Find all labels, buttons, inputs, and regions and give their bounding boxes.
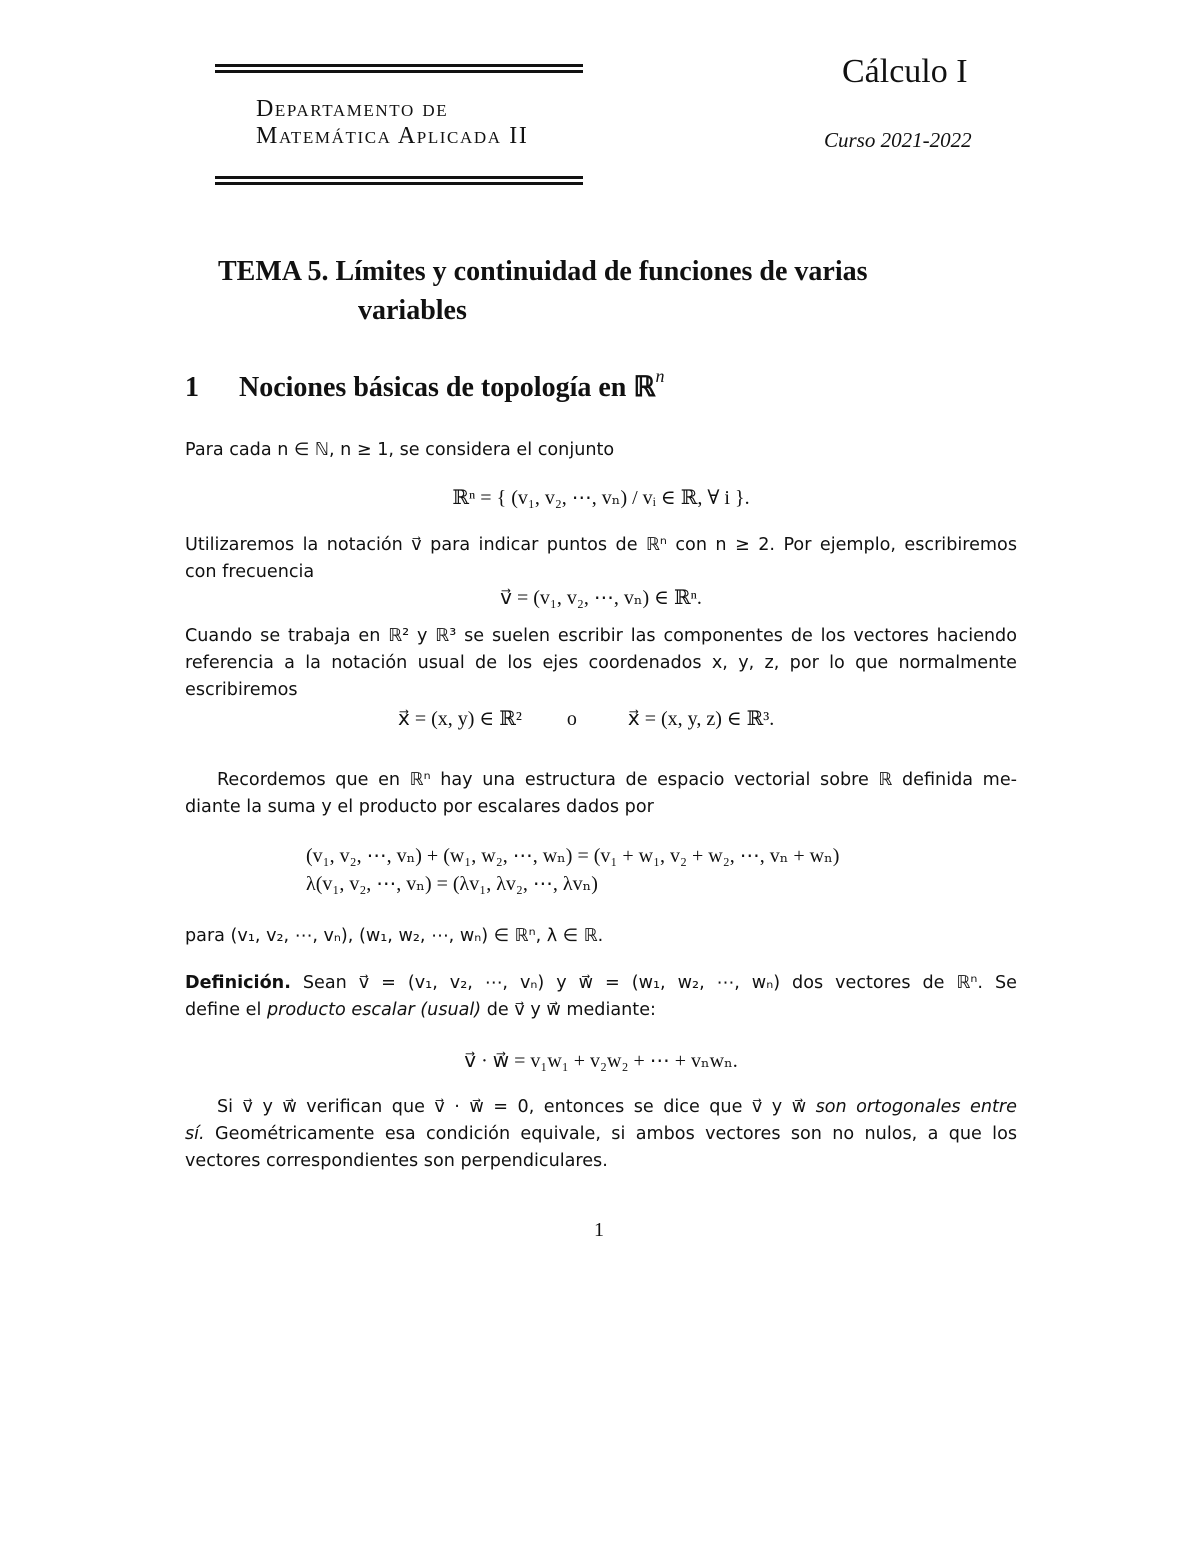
paragraph-orthogonality xyxy=(185,1094,1017,1175)
equation-r2-vector: x⃗ = (x, y) ∈ ℝ² xyxy=(398,708,522,730)
header-top-rule xyxy=(215,64,583,73)
document-title xyxy=(218,252,868,330)
equation-r3-vector: x⃗ = (x, y, z) ∈ ℝ³. xyxy=(627,708,775,730)
orthogonality-line-2 xyxy=(185,1121,1017,1148)
paragraph-coordinates-line-2: referencia a la notación usual de los ejes coordenados x, y, z, por lo que normalmente xyxy=(185,653,1017,673)
equation-scalar-product: λ(v₁, v₂, ⋯, vₙ) = (λv₁, λv₂, ⋯, λvₙ) xyxy=(306,873,598,895)
paragraph-vector-space-line-2: diante la suma y el producto por escalares dados por xyxy=(185,797,654,817)
paragraph-coordinates-line-1: Cuando se trabaja en ℝ² y ℝ³ se suelen escribir las componentes de los vectores haciendo xyxy=(185,626,1017,646)
course-title: Cálculo I xyxy=(842,53,968,90)
equation-coordinate-vectors xyxy=(398,705,774,733)
department-line-1: Departamento de xyxy=(256,96,449,122)
orthogonality-line-2-text: Geométricamente esa condición equivale, si ambos vectores son no nulos, a que los xyxy=(215,1124,1018,1144)
equation-rn-set: ℝⁿ = { (v₁, v₂, ⋯, vₙ) / vᵢ ∈ ℝ, ∀ i }. xyxy=(452,487,750,509)
paragraph-vector-space xyxy=(185,767,1017,821)
document-title-line-2: variables xyxy=(358,295,467,326)
definition-label: Definición. xyxy=(185,973,291,993)
equation-operations xyxy=(306,842,839,898)
paragraph-for-vectors: para (v₁, v₂, ⋯, vₙ), (w₁, w₂, ⋯, wₙ) ∈ ℝⁿ, λ ∈ ℝ. xyxy=(185,926,604,946)
equation-dot-product: v⃗ · w⃗ = v₁w₁ + v₂w₂ + ⋯ + vₙwₙ. xyxy=(464,1050,738,1072)
section-title-superscript: n xyxy=(655,366,665,386)
definition-line-1 xyxy=(185,970,1017,997)
definition-line-1-text: Sean v⃗ = (v₁, v₂, ⋯, vₙ) y w⃗ = (w₁, w₂, ⋯, wₙ) dos vectores de ℝⁿ. Se xyxy=(302,973,1017,993)
orthogonality-emphasis-2: sí. xyxy=(185,1124,205,1144)
definition-line-2 xyxy=(185,997,1017,1024)
department-name xyxy=(256,96,528,150)
equation-or: o xyxy=(566,708,577,730)
definition-emphasis: producto escalar (usual) xyxy=(266,1000,482,1020)
orthogonality-emphasis-1: son ortogonales entre xyxy=(815,1097,1017,1117)
paragraph-notation-line-1: Utilizaremos la notación v⃗ para indicar puntos de ℝⁿ con n ≥ 2. Por ejemplo, escribiremos xyxy=(185,535,1017,555)
section-number: 1 xyxy=(185,372,199,403)
orthogonality-line-3: vectores correspondientes son perpendiculares. xyxy=(185,1151,608,1171)
section-title: Nociones básicas de topología en ℝ xyxy=(239,372,656,403)
header-bottom-rule xyxy=(215,176,583,185)
page-number: 1 xyxy=(594,1219,604,1241)
orthogonality-line-1-text: Si v⃗ y w⃗ verifican que v⃗ · w⃗ = 0, entonces se dice que v⃗ y w⃗ xyxy=(217,1097,807,1117)
paragraph-notation-line-2: con frecuencia xyxy=(185,562,315,582)
orthogonality-line-1 xyxy=(185,1094,1017,1121)
equation-sum: (v₁, v₂, ⋯, vₙ) + (w₁, w₂, ⋯, wₙ) = (v₁ + w₁, v₂ + w₂, ⋯, vₙ + wₙ) xyxy=(306,845,840,867)
paragraph-coordinates xyxy=(185,623,1017,704)
paragraph-definition-rn: Para cada n ∈ ℕ, n ≥ 1, se considera el conjunto xyxy=(185,440,615,460)
definition-line-2-b: de v⃗ y w⃗ mediante: xyxy=(486,1000,656,1020)
paragraph-vector-space-line-1: Recordemos que en ℝⁿ hay una estructura de espacio vectorial sobre ℝ definida me- xyxy=(217,770,1017,790)
paragraph-notation xyxy=(185,532,1017,586)
paragraph-coordinates-line-3: escribiremos xyxy=(185,680,298,700)
definition-dot-product xyxy=(185,970,1017,1024)
document-title-line-1: TEMA 5. Límites y continuidad de funciones de varias xyxy=(218,256,868,287)
section-heading xyxy=(185,366,665,404)
definition-line-2-a: define el xyxy=(185,1000,262,1020)
course-year: Curso 2021-2022 xyxy=(824,128,972,152)
department-line-2: Matemática Aplicada II xyxy=(256,123,529,149)
equation-vector-v: v⃗ = (v₁, v₂, ⋯, vₙ) ∈ ℝⁿ. xyxy=(500,587,702,609)
